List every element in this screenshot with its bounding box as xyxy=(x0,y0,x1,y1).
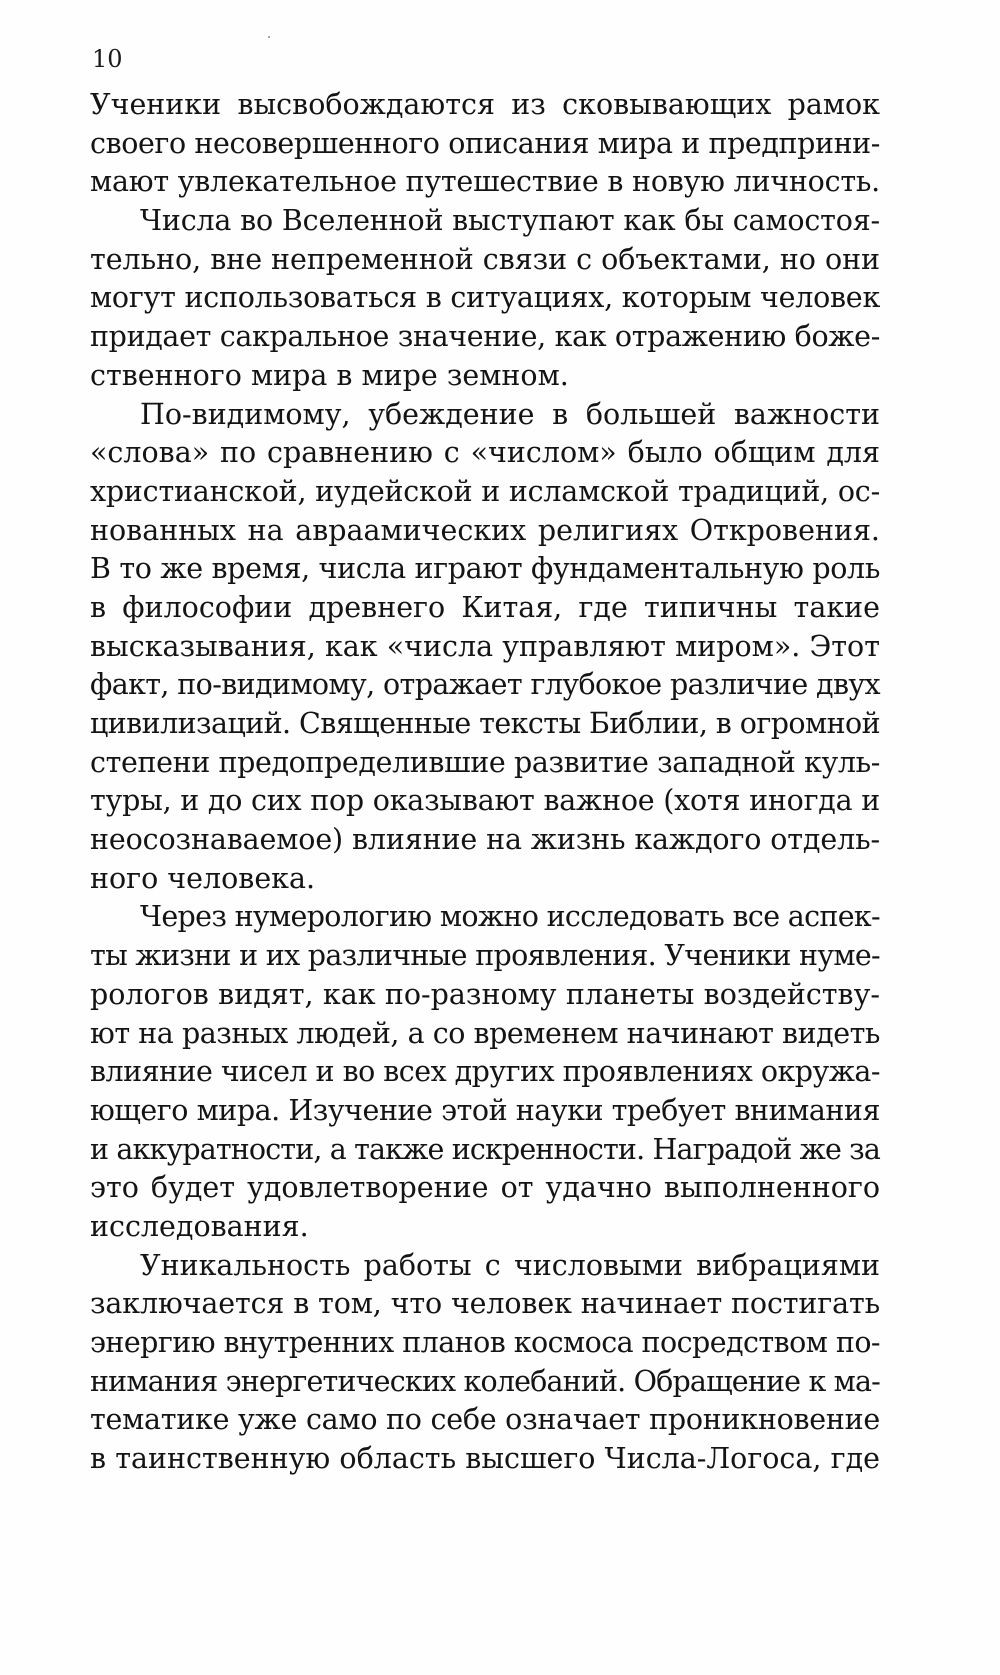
text-line: неосознаваемое) влияние на жизнь каждого отдель- xyxy=(90,823,880,857)
text-line: влияние чисел и во всех других проявлениях окружа- xyxy=(90,1055,880,1089)
text-line: тельно, вне непременной связи с объектами, но они xyxy=(90,242,880,276)
text-line: По-видимому, убеждение в большей важности xyxy=(140,397,880,431)
text-line: заключается в том, что человек начинает постигать xyxy=(90,1287,880,1321)
text-line: Ученики высвобождаются из сковывающих рамок xyxy=(90,88,880,121)
text-line: и аккуратности, а также искренности. Наградой же за xyxy=(90,1132,880,1166)
text-line: это будет удовлетворение от удачно выполненного xyxy=(90,1171,880,1205)
text-line: В то же время, числа играют фундаментальную роль xyxy=(90,552,881,586)
text-line: мают увлекательное путешествие в новую личность. xyxy=(90,165,881,199)
text-line: ты жизни и их различные проявления. Ученики нуме- xyxy=(90,939,880,973)
text-line: ющего мира. Изучение этой науки требует внимания xyxy=(90,1093,880,1127)
text-line: высказывания, как «числа управляют миром». Этот xyxy=(90,629,880,663)
text-line: Уникальность работы с числовыми вибрациями xyxy=(140,1248,880,1282)
text-line: ют на разных людей, а со временем начинают видеть xyxy=(90,1016,880,1050)
text-line: ного человека. xyxy=(90,861,316,895)
text-line: исследования. xyxy=(90,1209,309,1243)
text-line: цивилизаций. Священные тексты Библии, в огромной xyxy=(90,707,881,740)
text-line: нимания энергетических колебаний. Обращение к ма- xyxy=(90,1364,880,1398)
text-line: в философии древнего Китая, где типичны такие xyxy=(90,590,880,624)
text-line: туры, и до сих пор оказывают важное (хотя иногда и xyxy=(90,784,880,818)
text-line: Через нумерологию можно исследовать все аспек- xyxy=(140,900,881,934)
page-number: 10 xyxy=(92,45,123,73)
text-line: факт, по-видимому, отражает глубокое различие двух xyxy=(90,668,881,702)
text-line: христианской, иудейской и исламской традиций, ос- xyxy=(90,474,880,508)
text-line: могут использоваться в ситуациях, которым человек xyxy=(90,281,881,315)
body-text xyxy=(90,86,880,1479)
text-line: тематике уже само по себе означает проникновение xyxy=(90,1403,881,1437)
text-line: ственного мира в мире земном. xyxy=(90,358,569,392)
scan-speck xyxy=(268,36,270,38)
text-line: нованных на авраамических религиях Откровения. xyxy=(90,513,880,547)
text-line: степени предопределившие развитие западной куль- xyxy=(90,745,880,779)
text-line: энергию внутренних планов космоса посредством по- xyxy=(90,1326,881,1359)
text-line: «слова» по сравнению с «числом» было общим для xyxy=(90,436,880,470)
text-line: в таинственную область высшего Числа-Логоса, где xyxy=(90,1442,880,1476)
text-line: Числа во Вселенной выступают как бы самостоя- xyxy=(140,204,880,238)
text-line: рологов видят, как по-разному планеты воздейству- xyxy=(90,977,880,1011)
text-line: своего несовершенного описания мира и предприни- xyxy=(90,126,880,160)
text-line: придает сакральное значение, как отражению боже- xyxy=(90,320,880,354)
